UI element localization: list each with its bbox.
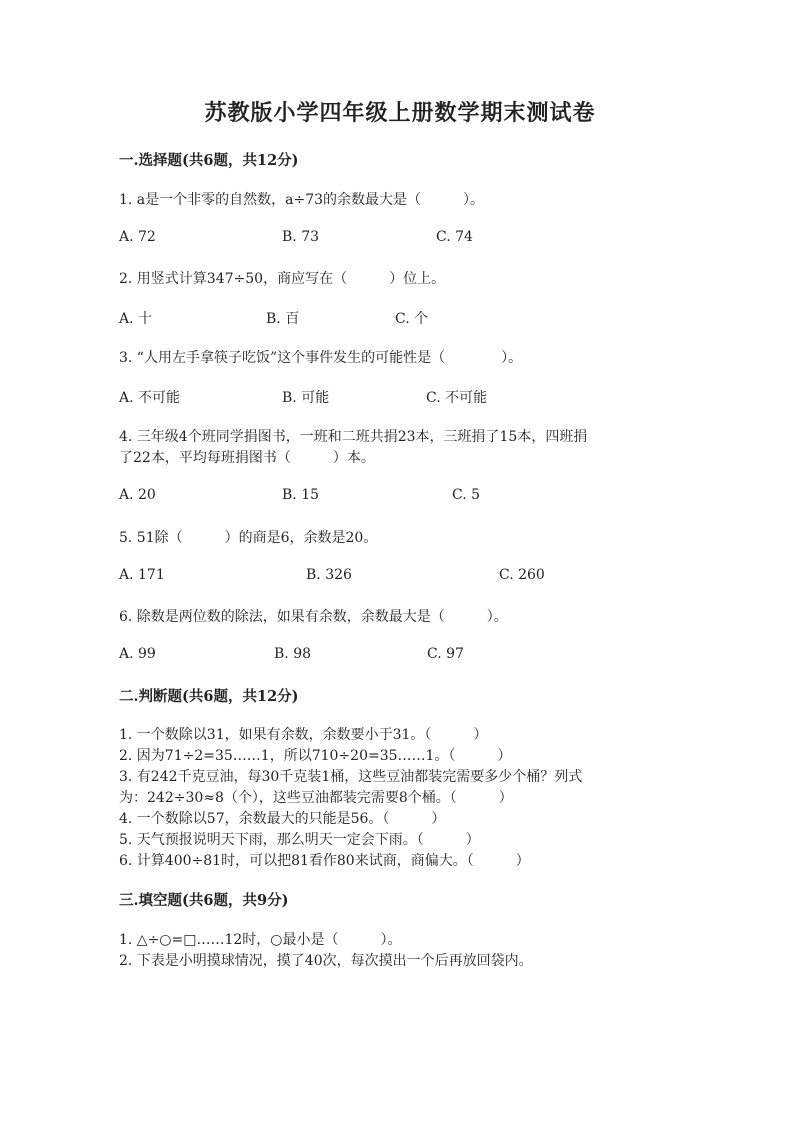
question-3-option-c: C. 不可能	[426, 390, 488, 406]
question-3-option-a: A. 不可能	[119, 390, 181, 406]
fill-blank-line-1: 1. △÷○=□……12时，○最小是（ ）。	[119, 932, 402, 948]
section-heading-fill-blank: 三.填空题(共6题，共9分)	[119, 892, 289, 909]
question-3: 3. “人用左手拿筷子吃饭”这个事件发生的可能性是（ ）。	[119, 350, 523, 366]
question-5-option-b: B. 326	[306, 567, 352, 583]
question-2-option-b: B. 百	[266, 311, 300, 327]
question-3-option-b: B. 可能	[282, 390, 330, 406]
fill-blank-line-2: 2. 下表是小明摸球情况，摸了40次，每次摸出一个后再放回袋内。	[119, 953, 533, 969]
judgement-line-1: 1. 一个数除以31，如果有余数，余数要小于31。（ ）	[119, 727, 488, 743]
judgement-line-2: 2. 因为71÷2=35……1，所以710÷20=35……1。（ ）	[119, 748, 512, 764]
question-4-line-1: 4. 三年级4个班同学捐图书，一班和二班共捐23本，三班捐了15本，四班捐	[119, 429, 588, 445]
question-2-option-c: C. 个	[395, 311, 429, 327]
question-5-option-c: C. 260	[499, 567, 545, 583]
judgement-line-3: 3. 有242千克豆油，每30千克装1桶，这些豆油都装完需要多少个桶？列式	[119, 769, 583, 785]
judgement-line-6: 5. 天气预报说明天下雨，那么明天一定会下雨。（ ）	[119, 832, 480, 848]
question-5: 5. 51除（ ）的商是6，余数是20。	[119, 530, 378, 546]
section-heading-choice: 一.选择题(共6题，共12分)	[119, 152, 299, 169]
question-4-line-2: 了22本，平均每班捐图书（ ）本。	[119, 450, 375, 466]
question-2: 2. 用竖式计算347÷50，商应写在（ ）位上。	[119, 271, 446, 287]
question-1-option-c: C. 74	[436, 229, 473, 245]
question-6: 6. 除数是两位数的除法，如果有余数，余数最大是（ ）。	[119, 609, 508, 625]
question-1-option-b: B. 73	[282, 229, 320, 245]
question-4-option-a: A. 20	[119, 487, 156, 503]
question-6-option-a: A. 99	[119, 646, 156, 662]
section-heading-judgement: 二.判断题(共6题，共12分)	[119, 688, 299, 705]
question-1-option-a: A. 72	[119, 229, 156, 245]
question-4-option-b: B. 15	[282, 487, 320, 503]
question-6-option-b: B. 98	[274, 646, 312, 662]
question-2-option-a: A. 十	[119, 311, 153, 327]
judgement-line-7: 6. 计算400÷81时，可以把81看作80来试商，商偏大。（ ）	[119, 853, 530, 869]
judgement-line-5: 4. 一个数除以57，余数最大的只能是56。（ ）	[119, 811, 446, 827]
judgement-line-4: 为：242÷30≈8（个），这些豆油都装完需要8个桶。（ ）	[119, 790, 513, 806]
question-4-option-c: C. 5	[452, 487, 481, 503]
question-5-option-a: A. 171	[119, 567, 165, 583]
question-1: 1. a是一个非零的自然数，a÷73的余数最大是（ ）。	[119, 192, 485, 208]
page-title: 苏教版小学四年级上册数学期末测试卷	[204, 100, 596, 126]
question-6-option-c: C. 97	[427, 646, 464, 662]
